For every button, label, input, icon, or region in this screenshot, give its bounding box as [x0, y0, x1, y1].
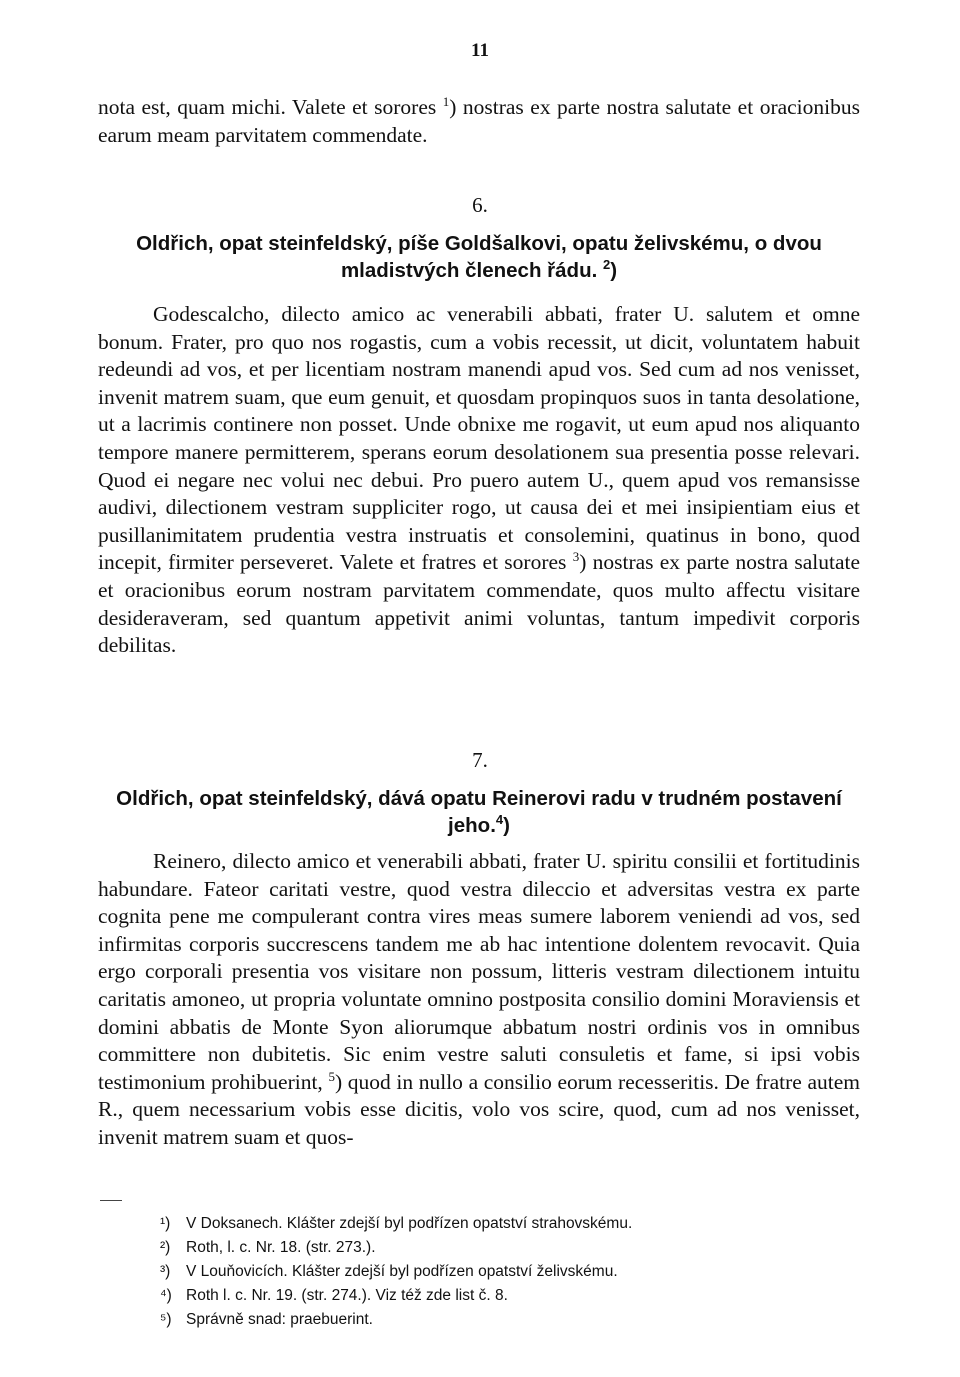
- footnote-2-text: Roth, l. c. Nr. 18. (str. 273.).: [186, 1239, 376, 1256]
- footnote-5-text: Správně snad: praebuerint.: [186, 1311, 373, 1328]
- footnote-ref-4: 4: [495, 812, 504, 828]
- letter-7-title-close: ): [503, 814, 510, 837]
- letter-6-body-part1: Godescalcho, dilecto amico ac venerabili abbati, frater U. salutem et omne bonum. Frater, pro quo nos rogastis, cum a vobis recessit, ut dicit, voluntatem habuit redeundi ad vos, et per licentiam nostram manendi apud vos. Sed cum ad nos venisset, invenit matrem suam, que eum genuit, et quosdam propinquos suos in tanta desolatione, ut a lacrimis continere non posset. Unde obnixe me rogavit, ut eum apud nos aliquanto tempore manere permitterem, sperans eorum desolationem sua presentia posse relevari. Quod ei negare nec volui nec debui. Pro puero autem U., quem apud vos remansisse audivi, dilectionem vestram suppliciter rogo, ut causa dei et mei insipientiam eius et pusillanimitatem prudentia vestra instruatis et consolemini, quatinus in bono, quod incepit, firmiter perseveret. Valete et fratres et sorores: [98, 302, 860, 575]
- footnote-5-mark: ⁵): [160, 1311, 172, 1328]
- footnote-3-mark: ³): [160, 1263, 171, 1280]
- footnotes: [160, 1212, 840, 1332]
- footnote-2: [160, 1236, 840, 1260]
- footnote-1-text: V Doksanech. Klášter zdejší byl podřízen opatství strahovskému.: [186, 1215, 633, 1232]
- letter-6-title-text: Oldřich, opat steinfeldský, píše Goldšalkovi, opatu želivskému, o dvou mladistvých členech řádu.: [136, 232, 822, 282]
- footnote-4: [160, 1284, 840, 1308]
- letter-6-title-close: ): [610, 259, 618, 282]
- footnote-3-text: V Louňovicích. Klášter zdejší byl podřízen opatství želivskému.: [186, 1263, 618, 1280]
- footnote-ref-2: 2: [602, 257, 611, 273]
- letter-7-number: 7.: [472, 748, 488, 772]
- letter-7-body-part1: Reinero, dilecto amico et venerabili abbati, frater U. spiritu consilii et fortitudinis habundare. Fateor caritati vestre, quod vestra dileccio et adversitas vestra ex parte cognita pene me compulerant contra vires meas sumere laborem veniendi ad vos, sed infirmitas corporis succrescens tandem me ab hac intentione dolentem revocavit. Quia ergo corporali presentia vos visitare non possum, litteris vestram dilectionem intuitu caritatis amoneo, ut propria voluntate omnino postposita consilio domini Moraviensis et domini abbatis de Monte Syon aliorumque abbatum nostri ordinis vos in omnibus committere non dubitetis. Sic enim vestre saluti consuletis et fame, si ipsi vobis testimonium prohibuerint,: [98, 849, 860, 1094]
- page-number: 11: [471, 40, 489, 61]
- letter-6-number: 6.: [472, 193, 488, 217]
- footnote-1-mark: ¹): [160, 1215, 171, 1232]
- letter-6-body: [98, 301, 860, 660]
- intro-text-before: nota est, quam michi. Valete et sorores: [98, 95, 437, 119]
- letter-7-title-text: Oldřich, opat steinfeldský, dává opatu Reinerovi radu v trudném postavení jeho.: [116, 787, 842, 837]
- footnote-5: [160, 1308, 840, 1332]
- footnote-ref-1: 1: [442, 93, 450, 109]
- intro-text-after: ) nostras ex parte nostra salutate et oracionibus earum meam parvitatem commendate.: [98, 95, 860, 147]
- footnote-3: [160, 1260, 840, 1284]
- footnote-ref-5: 5: [328, 1068, 335, 1084]
- intro-paragraph: [98, 94, 860, 149]
- letter-6-title: [98, 230, 860, 284]
- footnote-1: [160, 1212, 840, 1236]
- footnote-2-mark: ²): [160, 1239, 171, 1256]
- footnote-4-text: Roth l. c. Nr. 19. (str. 274.). Viz též zde list č. 8.: [186, 1287, 508, 1304]
- footnote-4-mark: ⁴): [160, 1287, 172, 1304]
- letter-6-body-part2: ) nostras ex parte nostra salutate et oracionibus eorum nostram parvitatem commendate, quos multo affectu visitare desideraveram, sed quantum appetivit animi voluntas, tantum impedivit corporis debilitas.: [98, 550, 861, 658]
- footnote-ref-3: 3: [572, 549, 580, 565]
- footnote-divider: [100, 1200, 122, 1201]
- letter-7-body: [98, 848, 860, 1152]
- letter-7-body-part2: ) quod in nullo a consilio eorum recesseritis. De fratre autem R., quem necessarium vobis esse dicitis, volo vos scire, quod, cum ad nos venisset, invenit matrem suam et quos-: [98, 1069, 860, 1149]
- letter-7-title: [98, 785, 860, 839]
